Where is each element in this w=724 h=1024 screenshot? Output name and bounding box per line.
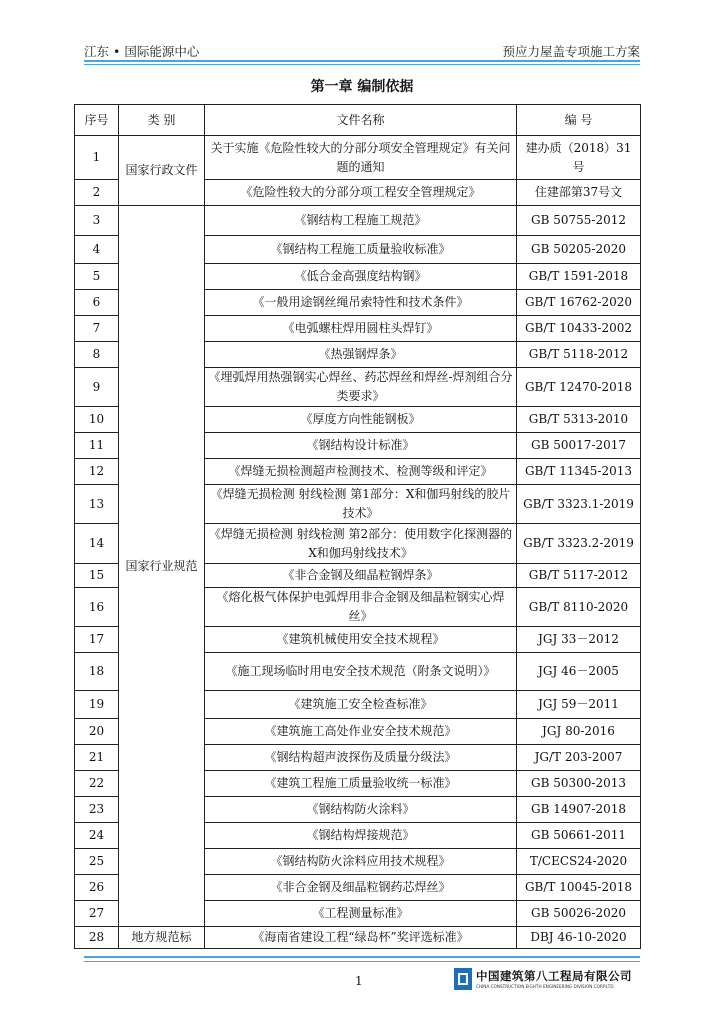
- document-name-cell: 《工程测量标准》: [205, 901, 517, 927]
- document-name-cell: 《埋弧焊用热强钢实心焊丝、药芯焊丝和焊丝-焊剂组合分类要求》: [205, 368, 517, 407]
- row-number-cell: 15: [75, 564, 119, 588]
- table-body: [75, 136, 641, 949]
- row-number-cell: 25: [75, 849, 119, 875]
- header-project-name: 江东 • 国际能源中心: [84, 44, 200, 59]
- page-header: [84, 38, 640, 60]
- table-header-row: [75, 105, 641, 136]
- document-name-cell: 《危险性较大的分部分项工程安全管理规定》: [205, 180, 517, 206]
- header-cell-no: 序号: [75, 105, 119, 136]
- document-code-cell: GB 50017-2017: [517, 433, 641, 459]
- category-cell: 国家行政文件: [119, 136, 205, 206]
- document-code-cell: DBJ 46-10-2020: [517, 927, 641, 949]
- row-number-cell: 13: [75, 485, 119, 524]
- row-number-cell: 16: [75, 588, 119, 627]
- header-cell-name: 文件名称: [205, 105, 517, 136]
- category-cell: 地方规范标: [119, 927, 205, 949]
- document-name-cell: 《建筑施工安全检查标准》: [205, 691, 517, 719]
- document-code-cell: GB/T 12470-2018: [517, 368, 641, 407]
- row-number-cell: 14: [75, 524, 119, 564]
- document-name-cell: 《钢结构防火涂料》: [205, 797, 517, 823]
- document-code-cell: GB/T 3323.2-2019: [517, 524, 641, 564]
- document-code-cell: GB/T 10045-2018: [517, 875, 641, 901]
- row-number-cell: 17: [75, 627, 119, 653]
- header-rule-thin: [84, 64, 640, 65]
- document-code-cell: T/CECS24-2020: [517, 849, 641, 875]
- row-number-cell: 3: [75, 206, 119, 236]
- row-number-cell: 23: [75, 797, 119, 823]
- document-code-cell: GB/T 11345-2013: [517, 459, 641, 485]
- document-code-cell: GB 50300-2013: [517, 771, 641, 797]
- document-name-cell: 《低合金高强度结构钢》: [205, 264, 517, 290]
- document-name-cell: 《海南省建设工程“绿岛杯”奖评选标准》: [205, 927, 517, 949]
- document-name-cell: 《焊缝无损检测 射线检测 第2部分：使用数字化探测器的X和伽玛射线技术》: [205, 524, 517, 564]
- document-name-cell: 《电弧螺柱焊用圆柱头焊钉》: [205, 316, 517, 342]
- document-name-cell: 《钢结构防火涂料应用技术规程》: [205, 849, 517, 875]
- document-code-cell: GB 50205-2020: [517, 236, 641, 264]
- document-code-cell: JG/T 203-2007: [517, 745, 641, 771]
- document-code-cell: GB/T 1591-2018: [517, 264, 641, 290]
- category-cell: 国家行业规范: [119, 206, 205, 927]
- document-name-cell: 《热强钢焊条》: [205, 342, 517, 368]
- footer-rule-thick: [84, 956, 640, 958]
- document-name-cell: 《施工现场临时用电安全技术规范（附条文说明）》: [205, 653, 517, 691]
- header-rule-thick: [84, 60, 640, 62]
- document-name-cell: 《非合金钢及细晶粒钢焊条》: [205, 564, 517, 588]
- document-code-cell: JGJ 46－2005: [517, 653, 641, 691]
- row-number-cell: 6: [75, 290, 119, 316]
- row-number-cell: 26: [75, 875, 119, 901]
- document-code-cell: GB 50661-2011: [517, 823, 641, 849]
- document-code-cell: GB 14907-2018: [517, 797, 641, 823]
- company-name-english: CHINA CONSTRUCTION EIGHTH ENGINEERING DIVISION.CORP.LTD: [476, 984, 614, 989]
- document-code-cell: GB/T 10433-2002: [517, 316, 641, 342]
- row-number-cell: 24: [75, 823, 119, 849]
- document-name-cell: 关于实施《危险性较大的分部分项安全管理规定》有关问题的通知: [205, 136, 517, 180]
- row-number-cell: 10: [75, 407, 119, 433]
- document-name-cell: 《建筑机械使用安全技术规程》: [205, 627, 517, 653]
- table-row: [75, 206, 641, 236]
- company-logo: [454, 968, 472, 990]
- page-number: 1: [355, 974, 363, 988]
- row-number-cell: 5: [75, 264, 119, 290]
- document-code-cell: GB 50026-2020: [517, 901, 641, 927]
- document-name-cell: 《钢结构工程施工规范》: [205, 206, 517, 236]
- document-name-cell: 《一般用途钢丝绳吊索特性和技术条件》: [205, 290, 517, 316]
- row-number-cell: 27: [75, 901, 119, 927]
- row-number-cell: 7: [75, 316, 119, 342]
- document-name-cell: 《建筑工程施工质量验收统一标准》: [205, 771, 517, 797]
- row-number-cell: 2: [75, 180, 119, 206]
- document-code-cell: 住建部第37号文: [517, 180, 641, 206]
- document-code-cell: GB/T 16762-2020: [517, 290, 641, 316]
- document-name-cell: 《钢结构焊接规范》: [205, 823, 517, 849]
- row-number-cell: 8: [75, 342, 119, 368]
- document-name-cell: 《钢结构超声波探伤及质量分级法》: [205, 745, 517, 771]
- header-document-title: 预应力屋盖专项施工方案: [502, 44, 640, 59]
- row-number-cell: 18: [75, 653, 119, 691]
- row-number-cell: 21: [75, 745, 119, 771]
- document-name-cell: 《建筑施工高处作业安全技术规范》: [205, 719, 517, 745]
- document-code-cell: GB/T 5118-2012: [517, 342, 641, 368]
- row-number-cell: 22: [75, 771, 119, 797]
- row-number-cell: 1: [75, 136, 119, 180]
- footer-rule-thin: [84, 961, 640, 962]
- row-number-cell: 11: [75, 433, 119, 459]
- header-cell-category: 类 别: [119, 105, 205, 136]
- document-name-cell: 《钢结构设计标准》: [205, 433, 517, 459]
- document-name-cell: 《焊缝无损检测超声检测技术、检测等级和评定》: [205, 459, 517, 485]
- document-name-cell: 《非合金钢及细晶粒钢药芯焊丝》: [205, 875, 517, 901]
- document-code-cell: JGJ 33－2012: [517, 627, 641, 653]
- document-code-cell: JGJ 80-2016: [517, 719, 641, 745]
- basis-table: [74, 104, 641, 949]
- document-code-cell: JGJ 59－2011: [517, 691, 641, 719]
- chapter-title: 第一章 编制依据: [310, 79, 414, 95]
- company-name: 中国建筑第八工程局有限公司: [476, 969, 632, 983]
- document-name-cell: 《熔化极气体保护电弧焊用非合金钢及细晶粒钢实心焊丝》: [205, 588, 517, 627]
- table-row: [75, 136, 641, 180]
- document-code-cell: GB 50755-2012: [517, 206, 641, 236]
- row-number-cell: 19: [75, 691, 119, 719]
- document-name-cell: 《焊缝无损检测 射线检测 第1部分：X和伽玛射线的胶片技术》: [205, 485, 517, 524]
- document-code-cell: GB/T 5313-2010: [517, 407, 641, 433]
- row-number-cell: 28: [75, 927, 119, 949]
- document-code-cell: 建办质（2018）31号: [517, 136, 641, 180]
- row-number-cell: 12: [75, 459, 119, 485]
- document-code-cell: GB/T 8110-2020: [517, 588, 641, 627]
- document-code-cell: GB/T 5117-2012: [517, 564, 641, 588]
- row-number-cell: 9: [75, 368, 119, 407]
- row-number-cell: 20: [75, 719, 119, 745]
- header-cell-code: 编 号: [517, 105, 641, 136]
- document-code-cell: GB/T 3323.1-2019: [517, 485, 641, 524]
- row-number-cell: 4: [75, 236, 119, 264]
- document-name-cell: 《钢结构工程施工质量验收标准》: [205, 236, 517, 264]
- table-row: [75, 927, 641, 949]
- document-name-cell: 《厚度方向性能钢板》: [205, 407, 517, 433]
